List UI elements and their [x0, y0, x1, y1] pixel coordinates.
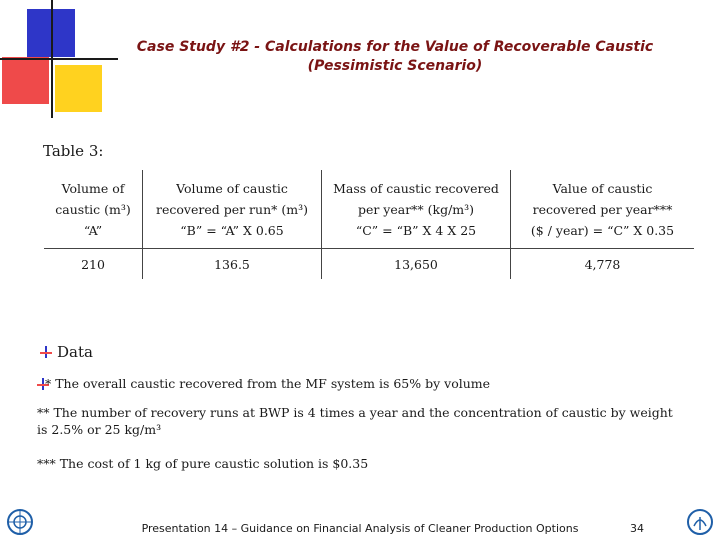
page-number: 34 — [630, 522, 644, 535]
footnote-2: ** The number of recovery runs at BWP is 4 times a year and the concentration of caustic by weight is 2.5% or 25 kg/m³ — [37, 405, 673, 437]
table-cell: 136.5 — [143, 249, 322, 280]
decorative-yellow-square — [55, 65, 102, 112]
column-header-volume: Volume of caustic (m³) “A” — [55, 180, 131, 238]
unep-logo-icon — [686, 508, 714, 536]
decorative-horizontal-line — [0, 58, 118, 60]
table-cell: 13,650 — [322, 249, 511, 280]
table-header-row — [44, 170, 694, 249]
slide-title-line-1: Case Study #2 - Calculations for the Value of Recoverable Caustic — [136, 39, 654, 55]
column-header-value-recovered: Value of caustic recovered per year*** ($ / year) = “C” X 0.35 — [511, 170, 695, 249]
footer-text: Presentation 14 – Guidance on Financial Analysis of Cleaner Production Options — [141, 522, 579, 535]
column-header-mass-recovered: Mass of caustic recovered per year** (kg/m³) “C” = “B” X 4 X 25 — [322, 170, 511, 249]
table-label: Table 3: — [43, 142, 104, 160]
table-row — [44, 249, 694, 280]
slide-title — [110, 38, 680, 76]
slide-title-line-2: (Pessimistic Scenario) — [307, 58, 483, 74]
column-header-volume-recovered: Volume of caustic recovered per run* (m³) “B” = “A” X 0.65 — [143, 170, 322, 249]
data-heading: Data — [57, 343, 93, 361]
decorative-red-square — [2, 57, 49, 104]
footnote-1: * The overall caustic recovered from the MF system is 65% by volume — [45, 376, 491, 391]
unido-logo-icon — [6, 508, 34, 536]
footnote-3: *** The cost of 1 kg of pure caustic solution is $0.35 — [37, 456, 369, 471]
table-cell: 210 — [44, 249, 143, 280]
bullet-icon — [40, 346, 52, 358]
table-cell: 4,778 — [511, 249, 695, 280]
calculation-table — [44, 170, 694, 279]
